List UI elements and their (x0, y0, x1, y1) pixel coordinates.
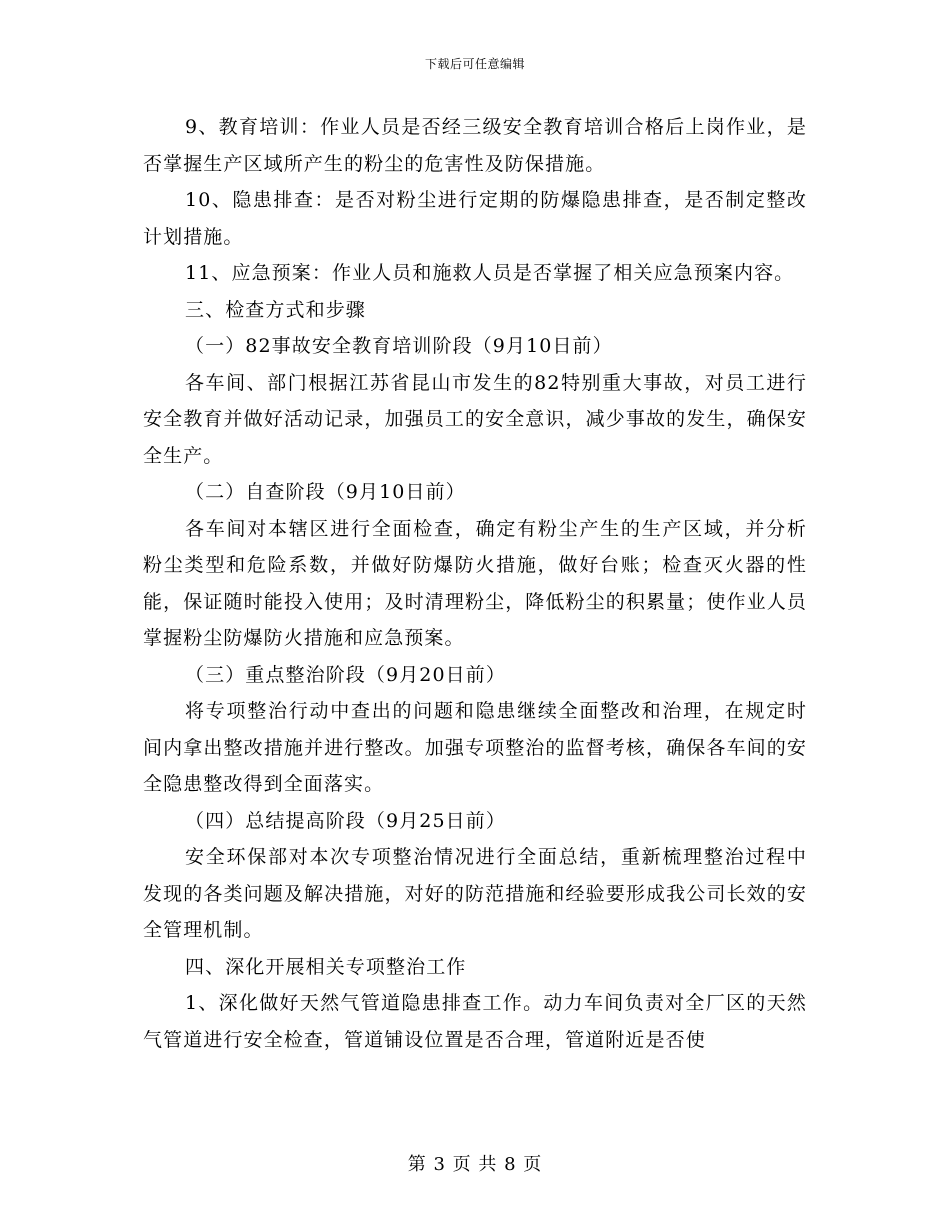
subheading-stage-four: （四）总结提高阶段（9月25日前） (185, 809, 506, 832)
paragraph-emergency-plan: 11、应急预案：作业人员和施救人员是否掌握了相关应急预案内容。 (185, 262, 795, 284)
section-heading-inspection-method: 三、检查方式和步骤 (185, 298, 366, 321)
subheading-stage-one: （一）82事故安全教育培训阶段（9月10日前） (185, 335, 613, 357)
subheading-stage-three: （三）重点整治阶段（9月20日前） (185, 663, 506, 686)
paragraph-hazard-inspection: 10、隐患排查：是否对粉尘进行定期的防爆隐患排查，是否制定整改计划措施。 (143, 189, 807, 248)
document-body (143, 109, 807, 1058)
paragraph-stage-three: 将专项整治行动中查出的问题和隐患继续全面整改和治理，在规定时间内拿出整改措施并进行整改。加强专项整治的监督考核，确保各车间的安全隐患整改得到全面落实。 (143, 700, 807, 795)
paragraph-stage-two: 各车间对本辖区进行全面检查，确定有粉尘产生的生产区域，并分析粉尘类型和危险系数，并做好防爆防火措施，做好台账；检查灭火器的性能，保证随时能投入使用；及时清理粉尘，降低粉尘的积累量；使作业人员掌握粉尘防爆防火措施和应急预案。 (143, 517, 807, 649)
paragraph-stage-one: 各车间、部门根据江苏省昆山市发生的82特别重大事故，对员工进行安全教育并做好活动记录，加强员工的安全意识，减少事故的发生，确保安全生产。 (143, 371, 807, 467)
paragraph-education-training: 9、教育培训：作业人员是否经三级安全教育培训合格后上岗作业，是否掌握生产区域所产生的粉尘的危害性及防保措施。 (143, 116, 807, 175)
paragraph-stage-four: 安全环保部对本次专项整治情况进行全面总结，重新梳理整治过程中发现的各类问题及解决措施，对好的防范措施和经验要形成我公司长效的安全管理机制。 (143, 846, 807, 941)
paragraph-gas-pipeline: 1、深化做好天然气管道隐患排查工作。动力车间负责对全厂区的天然气管道进行安全检查，管道铺设位置是否合理，管道附近是否使 (143, 992, 807, 1051)
page-footer: 第 3 页 共 8 页 (407, 1154, 543, 1175)
subheading-stage-two: （二）自查阶段（9月10日前） (185, 481, 466, 503)
page-header: 下载后可任意编辑 (424, 57, 525, 71)
section-heading-deepen-work: 四、深化开展相关专项整治工作 (185, 955, 467, 978)
